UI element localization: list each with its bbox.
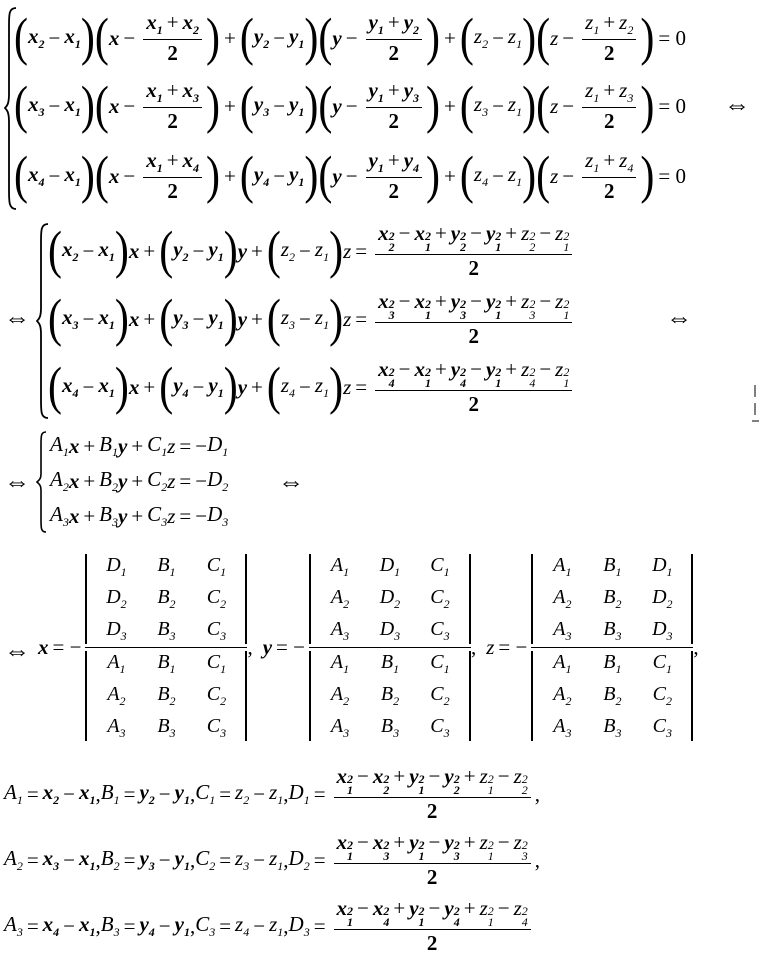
numerator-determinant-z: $A_1$ $B_1$ $D_1$ $A_2$ $B_2$ $D_2$ $A_3$ $B_3$ $D_3$ — [531, 554, 693, 644]
denominator-determinant-y: $A_1$ $B_1$ $C_1$ $A_2$ $B_2$ $C_2$ $A_3$ $B_3$ $C_3$ — [309, 651, 471, 741]
numerator-determinant-y: $A_1$ $D_1$ $C_1$ $A_2$ $D_2$ $C_2$ $A_3$ $D_3$ $C_3$ — [309, 554, 471, 644]
system-3-row-3: $A_3$ x + $B_3$ y + $C_3$ z = − $D_3$ — [50, 502, 229, 529]
def-row-3: $A_3$ = $x_4$ − $x_1$ , $B_3$ = $y_4$ − $y_1$ , $C_3$ = $z_4$ − $z_1$ , $D_3$ = x 2 1 − x 2 4 + y 2 1 − y 2 4 + z 2 1 − z 2 4 2 — [4, 896, 535, 956]
system-1-row-2: ( $x_3$ − $x_1$ ) ( x − $\frac{x_1 + x_3}{2}$ ) + ( $y_3$ − $y_1$ ) ( y − $\frac{y_1 + y_3}{2}$ ) + ( $z_3$ − $z_1$ ) ( z − $\frac{z_1 + z_3}{2}$ ) = 0 — [14, 77, 686, 135]
denominator-determinant-z: $A_1$ $B_1$ $C_1$ $A_2$ $B_2$ $C_2$ $A_3$ $B_3$ $C_3$ — [531, 651, 693, 741]
system-3-row-2: $A_2$ x + $B_2$ y + $C_2$ z = − $D_2$ — [50, 467, 229, 494]
numerator-determinant-x: $D_1$ $B_1$ $C_1$ $D_2$ $B_2$ $C_2$ $D_3$ $B_3$ $C_3$ — [85, 554, 247, 644]
equiv-arrow-4: ⇔ — [4, 467, 30, 496]
system-2-row-1: ( $x_2$ − $x_1$ ) x + ( $y_2$ − $y_1$ ) y + ( $z_2$ − $z_1$ ) z = x 2 2 − x 2 1 + y 2 2 − y 2 1 + z 2 2 − z 2 1 2 — [48, 222, 576, 280]
system-1-row-3: ( $x_4$ − $x_1$ ) ( x − $\frac{x_1 + x_4}{2}$ ) + ( $y_4$ − $y_1$ ) ( y − $\frac{y_1 + y_4}{2}$ ) + ( $z_4$ − $z_1$ ) ( z − $\frac{z_1 + z_4}{2}$ ) = 0 — [14, 147, 686, 205]
def-row-2: $A_2$ = $x_3$ − $x_1$ , $B_2$ = $y_3$ − $y_1$ , $C_2$ = $z_3$ − $z_1$ , $D_2$ = x 2 1 − x 2 3 + y 2 1 − y 2 3 + z 2 1 − z 2 3 2 , — [4, 830, 541, 889]
equiv-arrow-2: ⇔ — [4, 303, 30, 332]
cramer-fraction-y — [309, 554, 471, 741]
left-brace-system-3 — [36, 430, 48, 534]
denominator-determinant-x: $A_1$ $B_1$ $C_1$ $A_2$ $B_2$ $C_2$ $A_3$ $B_3$ $C_3$ — [85, 651, 247, 741]
system-3-row-1: $A_1$ x + $B_1$ y + $C_1$ z = − $D_1$ — [50, 432, 229, 459]
equiv-arrow-5: ⇔ — [278, 467, 304, 496]
cramer-solution: x = − $D_1$ $B_1$ $C_1$ $D_2$ $B_2$ $C_2$ $D_3$ $B_3$ $C_3$ $A_1$ $B_1$ $C_1$ $A_2$ $B_2$ $C_2$ $A_3$ $B_3$ $C_3$ , y = − $A_1$ $D_1$ $C_1$ $A_2$ $D_2$ $C_2$ $A_3$ $D_3$ $C_3$ $A_1$ $B_1$ $C_1$ $A_2$ $B_2$ $C_2$ $A_3$ $B_3$ $C_3$ , z = − $A_1$ $B_1$ $D_1$ $A_2$ $B_2$ $D_2$ $A_3$ $B_3$ $D_3$ $A_1$ $B_1$ $C_1$ $A_2$ $B_2$ $C_2$ $A_3$ $B_3$ $C_3$ , — [38, 553, 699, 740]
equiv-arrow-3: ⇔ — [666, 303, 692, 332]
cramer-fraction-x — [85, 554, 247, 741]
scan-artifact-mark — [750, 383, 760, 423]
system-2-row-2: ( $x_3$ − $x_1$ ) x + ( $y_3$ − $y_1$ ) y + ( $z_3$ − $z_1$ ) z = x 2 3 − x 2 1 + y 2 3 − y 2 1 + z 2 3 − z 2 1 2 — [48, 290, 576, 348]
equiv-arrow-1: ⇔ — [724, 90, 750, 119]
system-2-row-3: ( $x_4$ − $x_1$ ) x + ( $y_4$ − $y_1$ ) y + ( $z_4$ − $z_1$ ) z = x 2 4 − x 2 1 + y 2 4 − y 2 1 + z 2 4 − z 2 1 2 — [48, 358, 576, 416]
def-row-1: $A_1$ = $x_2$ − $x_1$ , $B_1$ = $y_2$ − $y_1$ , $C_1$ = $z_2$ − $z_1$ , $D_1$ = x 2 1 − x 2 2 + y 2 1 − y 2 2 + z 2 1 − z 2 2 2 , — [4, 764, 541, 823]
cramer-fraction-z — [531, 554, 693, 741]
equiv-arrow-6: ⇔ — [4, 636, 30, 665]
system-1-row-1: ( $x_2$ − $x_1$ ) ( x − $\frac{x_1 + x_2}{2}$ ) + ( $y_2$ − $y_1$ ) ( y − $\frac{y_1 + y_2}{2}$ ) + ( $z_2$ − $z_1$ ) ( z − $\frac{z_1 + z_2}{2}$ ) = 0 — [14, 9, 686, 67]
